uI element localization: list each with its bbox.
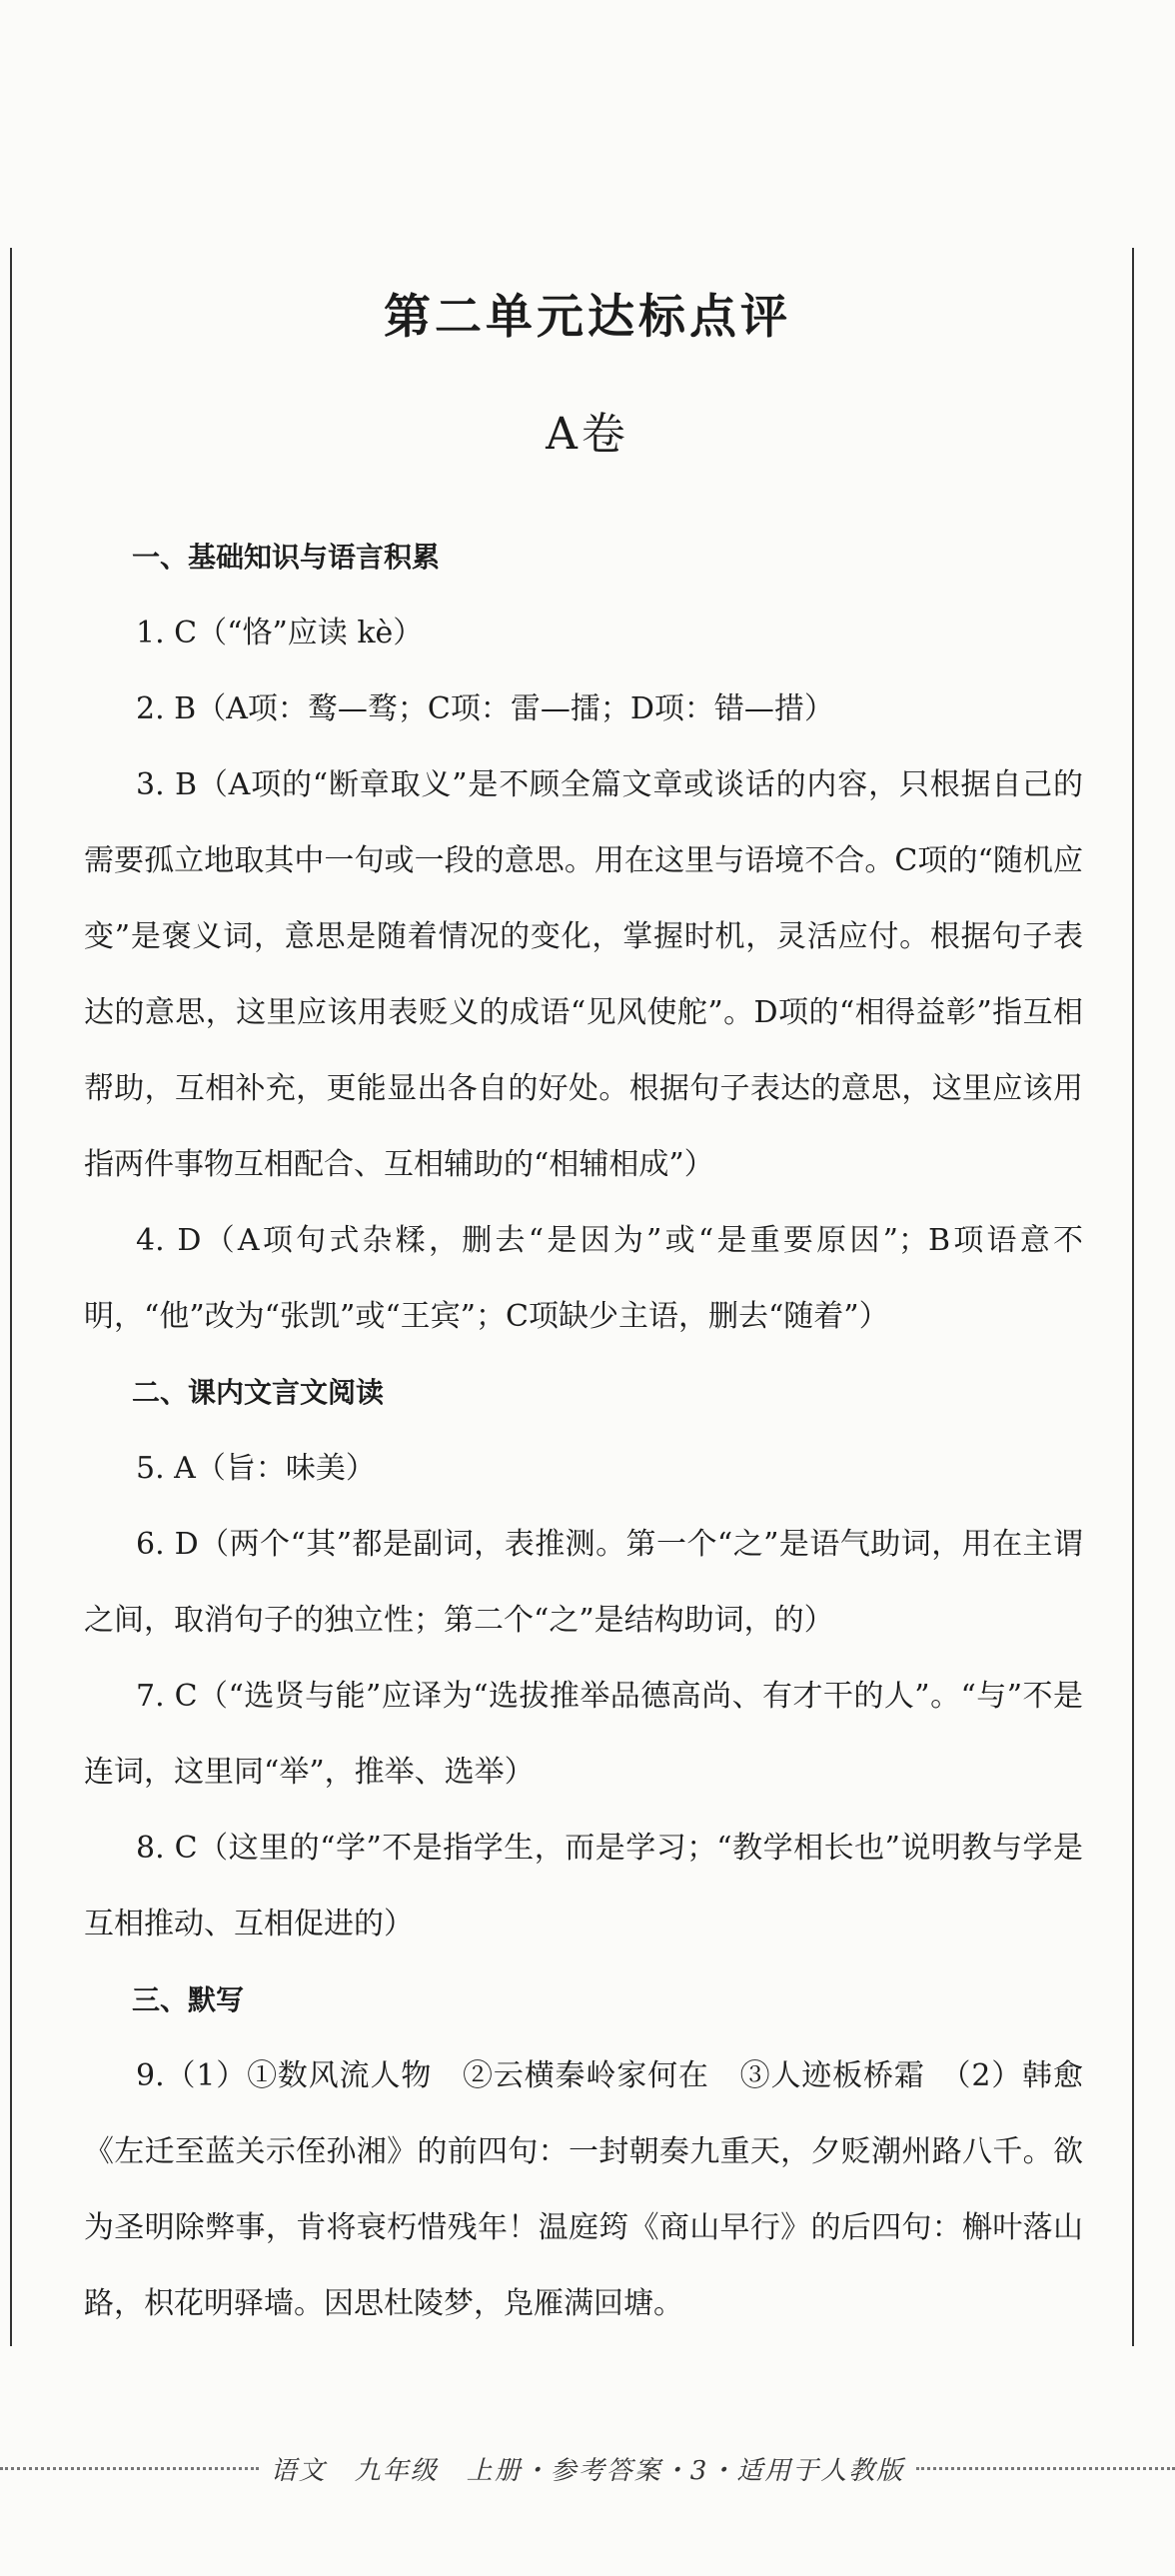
answer-item: 1. C（“恪”应读 kè） xyxy=(136,616,424,650)
answer-item: 4. D（A项句式杂糅，删去“是因为”或“是重要原因”；B项语意不明，“他”改为“张凯”或“王宾”；C项缺少主语，删去“随着”） xyxy=(84,1223,1083,1334)
right-margin-rule xyxy=(1132,248,1134,2346)
answer-item: 6. D（两个“其”都是副词，表推测。第一个“之”是语气助词，用在主谓之间，取消句子的独立性；第二个“之”是结构助词，的） xyxy=(84,1527,1083,1638)
left-margin-rule xyxy=(10,248,12,2346)
section-heading: 一、基础知识与语言积累 xyxy=(132,541,441,574)
section-heading: 二、课内文言文阅读 xyxy=(132,1376,385,1409)
answer-item: 3. B（A项的“断章取义”是不顾全篇文章或谈话的内容，只根据自己的需要孤立地取其中一句或一段的意思。用在这里与语境不合。C项的“随机应变”是褒义词，意思是随着情况的变化，掌握时机，灵活应付。根据句子表达的意思，这里应该用表贬义的成语“见风使舵”。D项的“相得益彰”指互相帮助，互相补充，更能显出各自的好处。根据句子表达的意思，这里应该用指两件事物互相配合、互相辅助的“相辅相成”） xyxy=(84,767,1083,1182)
footer-dotted-rule xyxy=(0,2467,259,2470)
page-subtitle: A卷 xyxy=(546,409,629,460)
answer-item: 2. B（A项：鹜—骛；C项：雷—擂；D项：错—措） xyxy=(136,691,834,726)
section-heading: 三、默写 xyxy=(132,1983,245,2016)
section-basic-knowledge xyxy=(84,520,1083,1355)
section-classical-reading xyxy=(84,1355,1083,1962)
answer-item: 9.（1）①数风流人物 ②云横秦岭家何在 ③人迹板桥霜 （2）韩愈《左迁至蓝关示侄孙湘》的前四句：一封朝奏九重天，夕贬潮州路八千。欲为圣明除弊事，肯将衰朽惜残年！温庭筠《商山早行》的后四句：槲叶落山路，枳花明驿墙。因思杜陵梦，凫雁满回塘。 xyxy=(84,2058,1083,2321)
answer-content xyxy=(84,520,1083,2342)
footer-dotted-rule xyxy=(916,2467,1175,2470)
footer-text: 语文 九年级 上册・参考答案・3・适用于人教版 xyxy=(270,2455,905,2486)
page-footer xyxy=(0,2448,1175,2488)
answer-item: 5. A（旨：味美） xyxy=(136,1451,376,1486)
answer-item: 7. C（“选贤与能”应译为“选拔推举品德高尚、有才干的人”。“与”不是连词，这里同“举”，推举、选举） xyxy=(84,1679,1083,1790)
answer-item: 8. C（这里的“学”不是指学生，而是学习；“教学相长也”说明教与学是互相推动、互相促进的） xyxy=(84,1831,1083,1941)
section-dictation xyxy=(84,1962,1083,2342)
page-title: 第二单元达标点评 xyxy=(384,290,791,345)
